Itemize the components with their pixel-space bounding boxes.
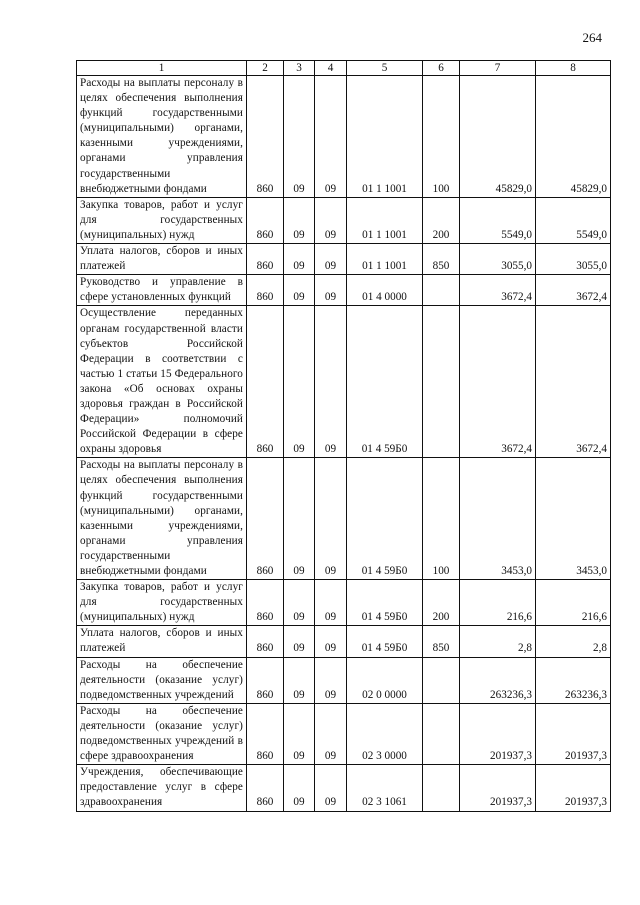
section-code-cell: 09 [284, 244, 315, 275]
amount-year2-cell: 3672,4 [536, 275, 611, 306]
table-row [77, 580, 611, 626]
expense-type-cell [423, 275, 460, 306]
amount-year1-cell: 216,6 [460, 580, 536, 626]
subsection-code-cell: 09 [315, 580, 347, 626]
expense-name-cell: Расходы на выплаты персоналу в целях обеспечения выполнения функций государственными (муниципальными) органами, казенными учреждениями, органами управления государственными внебюджетными фондами [77, 76, 247, 198]
expense-type-cell: 200 [423, 197, 460, 243]
grbs-code-cell: 860 [247, 306, 284, 458]
grbs-code-cell: 860 [247, 197, 284, 243]
subsection-code-cell: 09 [315, 703, 347, 764]
amount-year2-cell: 3672,4 [536, 306, 611, 458]
expense-name-cell: Закупка товаров, работ и услуг для государственных (муниципальных) нужд [77, 197, 247, 243]
amount-year1-cell: 3672,4 [460, 275, 536, 306]
target-article-cell: 01 4 0000 [347, 275, 423, 306]
section-code-cell: 09 [284, 765, 315, 811]
expense-name-cell: Расходы на выплаты персоналу в целях обеспечения выполнения функций государственными (муниципальными) органами, казенными учреждениями, органами управления государственными внебюджетными фондами [77, 458, 247, 580]
grbs-code-cell: 860 [247, 765, 284, 811]
amount-year1-cell: 3453,0 [460, 458, 536, 580]
expense-name-cell: Осуществление переданных органам государственной власти субъектов Российской Федерации в соответствии с частью 1 статьи 15 Федерального закона «Об основах охраны здоровья граждан в Российской Федерации» полномочий Российской Федерации в сфере охраны здоровья [77, 306, 247, 458]
table-row [77, 306, 611, 458]
amount-year1-cell: 45829,0 [460, 76, 536, 198]
grbs-code-cell: 860 [247, 458, 284, 580]
table-row [77, 458, 611, 580]
subsection-code-cell: 09 [315, 626, 347, 657]
amount-year2-cell: 216,6 [536, 580, 611, 626]
header-cell: 4 [315, 61, 347, 76]
target-article-cell: 02 0 0000 [347, 657, 423, 703]
expense-type-cell [423, 306, 460, 458]
target-article-cell: 01 4 59Б0 [347, 626, 423, 657]
expense-type-cell: 100 [423, 458, 460, 580]
section-code-cell: 09 [284, 703, 315, 764]
amount-year1-cell: 2,8 [460, 626, 536, 657]
table-row [77, 765, 611, 811]
section-code-cell: 09 [284, 580, 315, 626]
section-code-cell: 09 [284, 197, 315, 243]
expense-type-cell: 850 [423, 244, 460, 275]
expense-name-cell: Закупка товаров, работ и услуг для государственных (муниципальных) нужд [77, 580, 247, 626]
subsection-code-cell: 09 [315, 765, 347, 811]
target-article-cell: 01 1 1001 [347, 244, 423, 275]
page-number: 264 [582, 30, 602, 45]
target-article-cell: 02 3 1061 [347, 765, 423, 811]
header-cell: 1 [77, 61, 247, 76]
expense-name-cell: Расходы на обеспечение деятельности (оказание услуг) подведомственных учреждений в сфере здравоохранения [77, 703, 247, 764]
amount-year2-cell: 2,8 [536, 626, 611, 657]
grbs-code-cell: 860 [247, 657, 284, 703]
target-article-cell: 01 1 1001 [347, 197, 423, 243]
expense-type-cell: 200 [423, 580, 460, 626]
header-cell: 6 [423, 61, 460, 76]
subsection-code-cell: 09 [315, 197, 347, 243]
budget-table [76, 60, 611, 812]
expense-type-cell [423, 765, 460, 811]
section-code-cell: 09 [284, 306, 315, 458]
table-row [77, 703, 611, 764]
subsection-code-cell: 09 [315, 76, 347, 198]
section-code-cell: 09 [284, 275, 315, 306]
section-code-cell: 09 [284, 76, 315, 198]
expense-name-cell: Уплата налогов, сборов и иных платежей [77, 244, 247, 275]
amount-year1-cell: 201937,3 [460, 765, 536, 811]
target-article-cell: 01 4 59Б0 [347, 580, 423, 626]
amount-year2-cell: 3453,0 [536, 458, 611, 580]
table-row [77, 275, 611, 306]
grbs-code-cell: 860 [247, 275, 284, 306]
subsection-code-cell: 09 [315, 458, 347, 580]
target-article-cell: 01 1 1001 [347, 76, 423, 198]
expense-type-cell: 850 [423, 626, 460, 657]
grbs-code-cell: 860 [247, 76, 284, 198]
amount-year1-cell: 3672,4 [460, 306, 536, 458]
target-article-cell: 01 4 59Б0 [347, 306, 423, 458]
expense-name-cell: Расходы на обеспечение деятельности (оказание услуг) подведомственных учреждений [77, 657, 247, 703]
amount-year1-cell: 3055,0 [460, 244, 536, 275]
amount-year2-cell: 3055,0 [536, 244, 611, 275]
expense-name-cell: Руководство и управление в сфере установленных функций [77, 275, 247, 306]
expense-name-cell: Учреждения, обеспечивающие предоставление услуг в сфере здравоохранения [77, 765, 247, 811]
amount-year1-cell: 5549,0 [460, 197, 536, 243]
header-cell: 2 [247, 61, 284, 76]
expense-type-cell: 100 [423, 76, 460, 198]
section-code-cell: 09 [284, 458, 315, 580]
target-article-cell: 02 3 0000 [347, 703, 423, 764]
section-code-cell: 09 [284, 626, 315, 657]
grbs-code-cell: 860 [247, 244, 284, 275]
subsection-code-cell: 09 [315, 657, 347, 703]
grbs-code-cell: 860 [247, 580, 284, 626]
target-article-cell: 01 4 59Б0 [347, 458, 423, 580]
grbs-code-cell: 860 [247, 626, 284, 657]
subsection-code-cell: 09 [315, 244, 347, 275]
section-code-cell: 09 [284, 657, 315, 703]
amount-year2-cell: 45829,0 [536, 76, 611, 198]
expense-type-cell [423, 657, 460, 703]
subsection-code-cell: 09 [315, 306, 347, 458]
amount-year2-cell: 5549,0 [536, 197, 611, 243]
amount-year2-cell: 201937,3 [536, 765, 611, 811]
amount-year2-cell: 263236,3 [536, 657, 611, 703]
header-row [77, 61, 611, 76]
amount-year1-cell: 263236,3 [460, 657, 536, 703]
table-row [77, 76, 611, 198]
expense-type-cell [423, 703, 460, 764]
header-cell: 5 [347, 61, 423, 76]
table-row [77, 657, 611, 703]
expense-name-cell: Уплата налогов, сборов и иных платежей [77, 626, 247, 657]
subsection-code-cell: 09 [315, 275, 347, 306]
table-row [77, 626, 611, 657]
grbs-code-cell: 860 [247, 703, 284, 764]
header-cell: 7 [460, 61, 536, 76]
table-row [77, 197, 611, 243]
amount-year2-cell: 201937,3 [536, 703, 611, 764]
table-row [77, 244, 611, 275]
header-cell: 8 [536, 61, 611, 76]
amount-year1-cell: 201937,3 [460, 703, 536, 764]
header-cell: 3 [284, 61, 315, 76]
